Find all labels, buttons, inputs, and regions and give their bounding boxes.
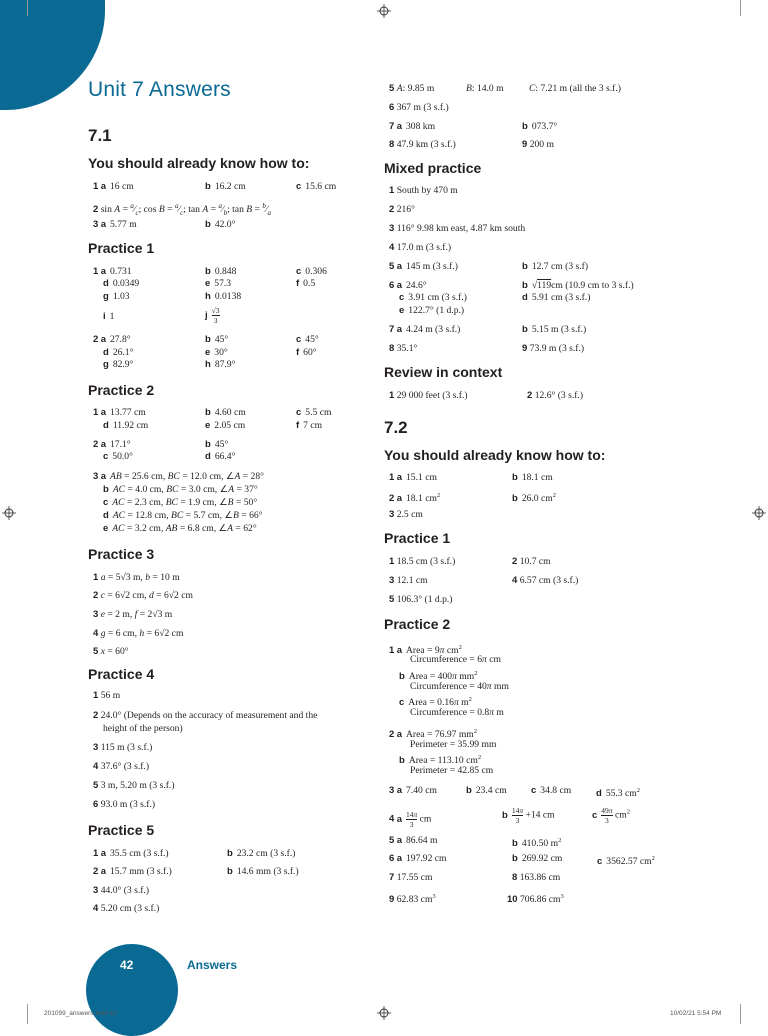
answer-item: b 0.848	[205, 266, 237, 277]
answer-item: 10 706.86 $cm^3$	[507, 893, 564, 906]
answer-item: b 5.15 m (3 s.f.)	[522, 324, 587, 335]
answer-row: 2 a 15.7 mm (3 s.f.)	[93, 866, 172, 877]
answer-item: b 269.92 cm	[512, 853, 563, 864]
answer-row: 6 a 24.6°	[389, 280, 427, 291]
print-date: 10/02/21 5:54 PM	[670, 1010, 722, 1017]
answer-row: 4 5.20 cm (3 s.f.)	[93, 903, 160, 914]
answer-item: Perimeter = 35.99 mm	[410, 739, 497, 750]
answer-row: 1 a Area = 9π $cm^2$	[389, 644, 462, 657]
section-heading: Practice 2	[88, 382, 155, 398]
answer-row: 9 62.83 $cm^3$	[389, 893, 436, 906]
answer-row: 3 e = 2 m, f = 2√3 m	[93, 609, 173, 620]
answer-row: 2 a 27.8°	[93, 334, 131, 345]
answer-row: 7 17.55 cm	[389, 872, 433, 883]
answer-item: b 410.50 $m^2$	[512, 837, 562, 850]
answer-item: B: 14.0 m	[466, 83, 504, 94]
answer-item: e 122.7° (1 d.p.)	[399, 305, 465, 316]
answer-row: 5 A: 9.85 m	[389, 83, 435, 94]
answer-item: c 3.91 cm (3 s.f.)	[399, 292, 467, 303]
answer-row: 1 a 15.1 cm	[389, 472, 437, 483]
answer-row: 3 115 m (3 s.f.)	[93, 742, 153, 753]
section-heading: Practice 1	[88, 240, 155, 256]
answer-item: d 26.1°	[103, 347, 134, 358]
answer-row: 1 18.5 cm (3 s.f.)	[389, 556, 456, 567]
section-heading: Review in context	[384, 364, 503, 380]
answer-item: height of the person)	[103, 723, 183, 734]
answer-row: 1 56 m	[93, 690, 121, 701]
answer-item: c 34.8 cm	[531, 785, 572, 796]
crop-mark	[27, 0, 28, 16]
answer-item: 8 163.86 cm	[512, 872, 561, 883]
answer-item: e AC = 3.2 cm, AB = 6.8 cm, ∠A = 62°	[103, 523, 257, 534]
answer-item: g 1.03	[103, 291, 130, 302]
crop-mark	[740, 0, 741, 16]
answer-item: b 45°	[205, 439, 229, 450]
answer-item: c Area = 0.16π $m^2$	[399, 696, 472, 709]
answer-item: b 23.2 cm (3 s.f.)	[227, 848, 296, 859]
answer-item: d AC = 12.8 cm, BC = 5.7 cm, ∠B = 66°	[103, 510, 263, 521]
answer-item: d 11.92 cm	[103, 420, 149, 431]
answer-item: b 14.6 mm (3 s.f.)	[227, 866, 299, 877]
answer-row: 3 116° 9.98 km east, 4.87 km south	[389, 223, 526, 234]
answer-item: Perimeter = 42.85 cm	[410, 765, 494, 776]
answer-row: 3 12.1 cm	[389, 575, 428, 586]
answer-row: 6 367 m (3 s.f.)	[389, 102, 449, 113]
answer-item: c 45°	[296, 334, 319, 345]
answer-row: 7 a 308 km	[389, 121, 436, 132]
answer-item: c 15.6 cm	[296, 181, 337, 192]
answer-item: c 5.5 cm	[296, 407, 332, 418]
answer-row: 1 South by 470 m	[389, 185, 458, 196]
answer-item: f 60°	[296, 347, 317, 358]
answer-item: g 82.9°	[103, 359, 134, 370]
answer-item: 4 6.57 cm (3 s.f.)	[512, 575, 579, 586]
section-number: 7.1	[88, 126, 112, 145]
registration-mark-icon	[2, 506, 16, 520]
answer-row: 5 a 145 m (3 s.f.)	[389, 261, 458, 272]
page-number: 42	[120, 958, 134, 972]
answer-row: 1 29 000 feet (3 s.f.)	[389, 390, 468, 401]
answer-row: 4 g = 6 cm, h = 6√2 cm	[93, 628, 184, 639]
answer-item: b √119cm (10.9 cm to 3 s.f.)	[522, 280, 634, 291]
answer-row: 6 93.0 m (3 s.f.)	[93, 799, 156, 810]
answer-item: j $\frac{√3}{3}$	[205, 306, 220, 325]
answer-item: d 66.4°	[205, 451, 236, 462]
answer-item: c 0.306	[296, 266, 327, 277]
answer-item: 2 12.6° (3 s.f.)	[527, 390, 584, 401]
answer-item: h 87.9°	[205, 359, 236, 370]
answer-row: 1 a 0.731	[93, 266, 132, 277]
answer-row: 4 a $\frac{14\pi}{3}$ cm	[389, 810, 432, 829]
answer-item: 2 10.7 cm	[512, 556, 551, 567]
answer-item: d 55.3 $cm^2$	[596, 787, 640, 800]
answer-row: 4 17.0 m (3 s.f.)	[389, 242, 452, 253]
answer-row: 1 a 16 cm	[93, 181, 134, 192]
answer-row: 3 a 5.77 m	[93, 219, 137, 230]
answer-item: b 12.7 cm (3 s.f)	[522, 261, 589, 272]
answer-item: d 5.91 cm (3 s.f.)	[522, 292, 591, 303]
answer-item: c 50.0°	[103, 451, 133, 462]
answer-row: 2 a 17.1°	[93, 439, 131, 450]
answer-item: e 30°	[205, 347, 228, 358]
section-heading: Practice 2	[384, 616, 451, 632]
answer-item: c AC = 2.3 cm, BC = 1.9 cm, ∠B = 50°	[103, 497, 258, 508]
answer-item: f 7 cm	[296, 420, 323, 431]
answer-row: 2 a 18.1 $cm^2$	[389, 492, 441, 505]
answer-item: b Area = 400π $mm^2$	[399, 670, 478, 683]
answer-row: 8 47.9 km (3 s.f.)	[389, 139, 456, 150]
page-title: Unit 7 Answers	[88, 78, 231, 101]
answer-row: 1 a 35.5 cm (3 s.f.)	[93, 848, 169, 859]
answer-item: b 18.1 cm	[512, 472, 553, 483]
answer-item: 9 73.9 m (3 s.f.)	[522, 343, 585, 354]
answer-item: b 073.7°	[522, 121, 558, 132]
section-heading: You should already know how to:	[384, 447, 606, 463]
answer-row: 6 a 197.92 cm	[389, 853, 447, 864]
answer-row: 5 106.3° (1 d.p.)	[389, 594, 453, 605]
section-heading: Practice 1	[384, 530, 451, 546]
answer-row: 7 a 4.24 m (3 s.f.)	[389, 324, 461, 335]
answer-item: e 57.3	[205, 278, 232, 289]
answer-row: 2 216°	[389, 204, 415, 215]
answer-row: 3 a 7.40 cm	[389, 785, 437, 796]
answer-item: C: 7.21 m (all the 3 s.f.)	[529, 83, 621, 94]
answer-item: d 0.0349	[103, 278, 140, 289]
answer-item: b Area = 113.10 $cm^2$	[399, 754, 482, 767]
answer-item: Circumference = 40π mm	[410, 681, 509, 692]
answer-item: b AC = 4.0 cm, BC = 3.0 cm, ∠A = 37°	[103, 484, 258, 495]
crop-mark	[27, 1004, 28, 1024]
section-heading: Practice 5	[88, 822, 155, 838]
registration-mark-icon	[377, 4, 391, 18]
answer-item: b 23.4 cm	[466, 785, 507, 796]
section-number: 7.2	[384, 418, 408, 437]
answer-item: c $\frac{49\pi}{3}$ $cm^2$	[592, 806, 630, 825]
answer-item: i 1	[103, 311, 115, 322]
footer-label: Answers	[187, 958, 238, 972]
answer-row: 1 a = 5√3 m, b = 10 m	[93, 572, 180, 583]
answer-item: 9 200 m	[522, 139, 554, 150]
section-heading: You should already know how to:	[88, 155, 310, 171]
file-slug: 201099_answers.indd 42	[44, 1010, 117, 1017]
registration-mark-icon	[377, 1006, 391, 1020]
answer-row: 2 24.0° (Depends on the accuracy of measurement and the	[93, 710, 318, 721]
answer-row: 3 a AB = 25.6 cm, BC = 12.0 cm, ∠A = 28°	[93, 471, 264, 482]
answer-item: b 26.0 $cm^2$	[512, 492, 556, 505]
answer-item: Circumference = 6π cm	[410, 654, 501, 665]
answer-row: 4 37.6° (3 s.f.)	[93, 761, 150, 772]
answer-row: 3 2.5 cm	[389, 509, 423, 520]
answer-item: b 45°	[205, 334, 229, 345]
answer-row: 5 x = 60°	[93, 646, 129, 657]
answer-row: 2 c = 6√2 cm, d = 6√2 cm	[93, 590, 193, 601]
section-heading: Practice 4	[88, 666, 155, 682]
answer-item: b 42.0°	[205, 219, 236, 230]
section-heading: Mixed practice	[384, 160, 482, 176]
answer-row: 1 a 13.77 cm	[93, 407, 146, 418]
answer-item: h 0.0138	[205, 291, 242, 302]
answer-row: 3 44.0° (3 s.f.)	[93, 885, 150, 896]
answer-item: e 2.05 cm	[205, 420, 246, 431]
answer-item: b $\frac{14\pi}{3}$ +14 cm	[502, 806, 555, 825]
crop-mark	[740, 1004, 741, 1024]
registration-mark-icon	[752, 506, 766, 520]
answer-row: 5 a 86.64 m	[389, 835, 438, 846]
answer-item: f 0.5	[296, 278, 316, 289]
answer-item: Circumference = 0.8π m	[410, 707, 504, 718]
section-heading: Practice 3	[88, 546, 155, 562]
answer-item: b 16.2 cm	[205, 181, 246, 192]
answer-item: b 4.60 cm	[205, 407, 246, 418]
answer-row: 2 $\sin A = ^a⁄_c$; $\cos B = ^a⁄_c$; $\tan A = ^a⁄_b$; $\tan B = ^b⁄_a$	[93, 202, 271, 218]
answer-row: 2 a Area = 76.97 $mm^2$	[389, 728, 478, 741]
answer-row: 8 35.1°	[389, 343, 418, 354]
answer-row: 5 3 m, 5.20 m (3 s.f.)	[93, 780, 175, 791]
answer-item: c 3562.57 $cm^2$	[597, 855, 655, 868]
